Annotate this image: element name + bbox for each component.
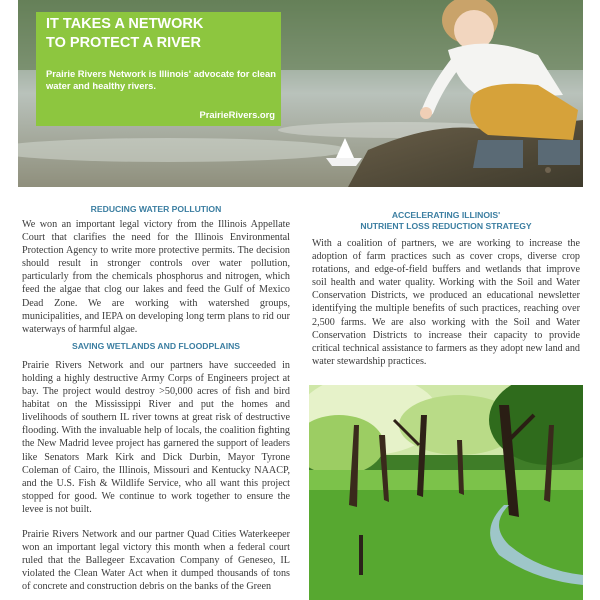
- nutrient-heading-line1: ACCELERATING ILLINOIS': [391, 210, 501, 220]
- section-heading-nutrient-loss: [312, 210, 580, 232]
- hero-title-line1: IT TAKES A NETWORK: [46, 16, 204, 32]
- section-heading-wetlands: SAVING WETLANDS AND FLOODPLAINS: [71, 340, 241, 351]
- hero-photo: [18, 0, 583, 187]
- quad-cities-text: Prairie Rivers Network and our partner Quad Cities Waterkeeper won an important legal victory this month when a federal court ruled that the Ballegeer Excavation Company of Geneseo, IL violated the Clean Water Act when it dumped thousands of tons of concrete and construction debris on the banks of the Green: [22, 528, 290, 593]
- hero-title-line2: TO PROTECT A RIVER: [46, 35, 201, 51]
- section-heading-water-pollution: REDUCING WATER POLLUTION: [90, 204, 222, 214]
- right-column: [312, 204, 580, 368]
- wetlands-text: Prairie Rivers Network and our partners have succeeded in holding a highly destructive Army Corps of Engineers project at bay. The project would destroy >50,000 acres of fish and bird habitat on the Mississippi River and put the homes and livelihoods of southern IL river towns at great risk of destructive flooding. With the invaluable help of locals, the coalition fighting the New Madrid levee project has garnered the support of leaders like Senators Mark Kirk and Dick Durbin, Mayor Tyrone Coleman of Cairo, the Illinois, Missouri and Kentucky NAACP, and the U.S. Fish & Wildlife Service, who all want this project stopped for good. We continue to work together to ensure the levee is not built.: [22, 359, 290, 515]
- nutrient-heading-line2: NUTRIENT LOSS REDUCTION STRATEGY: [360, 221, 532, 231]
- hero-title: [46, 15, 276, 53]
- hero-tagline: Prairie Rivers Network is Illinois' advocate for clean water and healthy rivers.: [46, 68, 276, 91]
- hero-banner: [36, 12, 281, 126]
- nutrient-loss-text: With a coalition of partners, we are working to increase the adoption of farm practices such as cover crops, diverse crop rotations, and edge-of-field buffers and wetlands that improve soil health and water quality. Working with the Soil and Water Conservation Districts, we produced an educational newsletter identifying the multiple benefits of such practices, reaching over 2,500 farms. We are also working with the Soil and Water Conservation Districts to increase their capacity to provide critical technical assistance to farmers as they adopt new land and water stewardship practices.: [312, 238, 580, 367]
- park-photo: [309, 385, 583, 600]
- wooded-stream-illustration: [309, 385, 583, 600]
- left-column: [22, 204, 290, 593]
- water-pollution-text: We won an important legal victory from the Illinois Appellate Court that clarifies the need for the Illinois Environmental Protection Agency to write more protective permits. The decision should result in stronger controls over water pollution, particularly from the chemicals phosphorus and nitrogen, which feed the algae that clog our lakes and feed the Gulf of Mexico Dead Zone. We are working with watershed groups, municipalities, and IEPA on developing long term plans to rid our waterways of harmful algae.: [22, 219, 290, 335]
- website-link[interactable]: PrairieRivers.org: [199, 109, 275, 120]
